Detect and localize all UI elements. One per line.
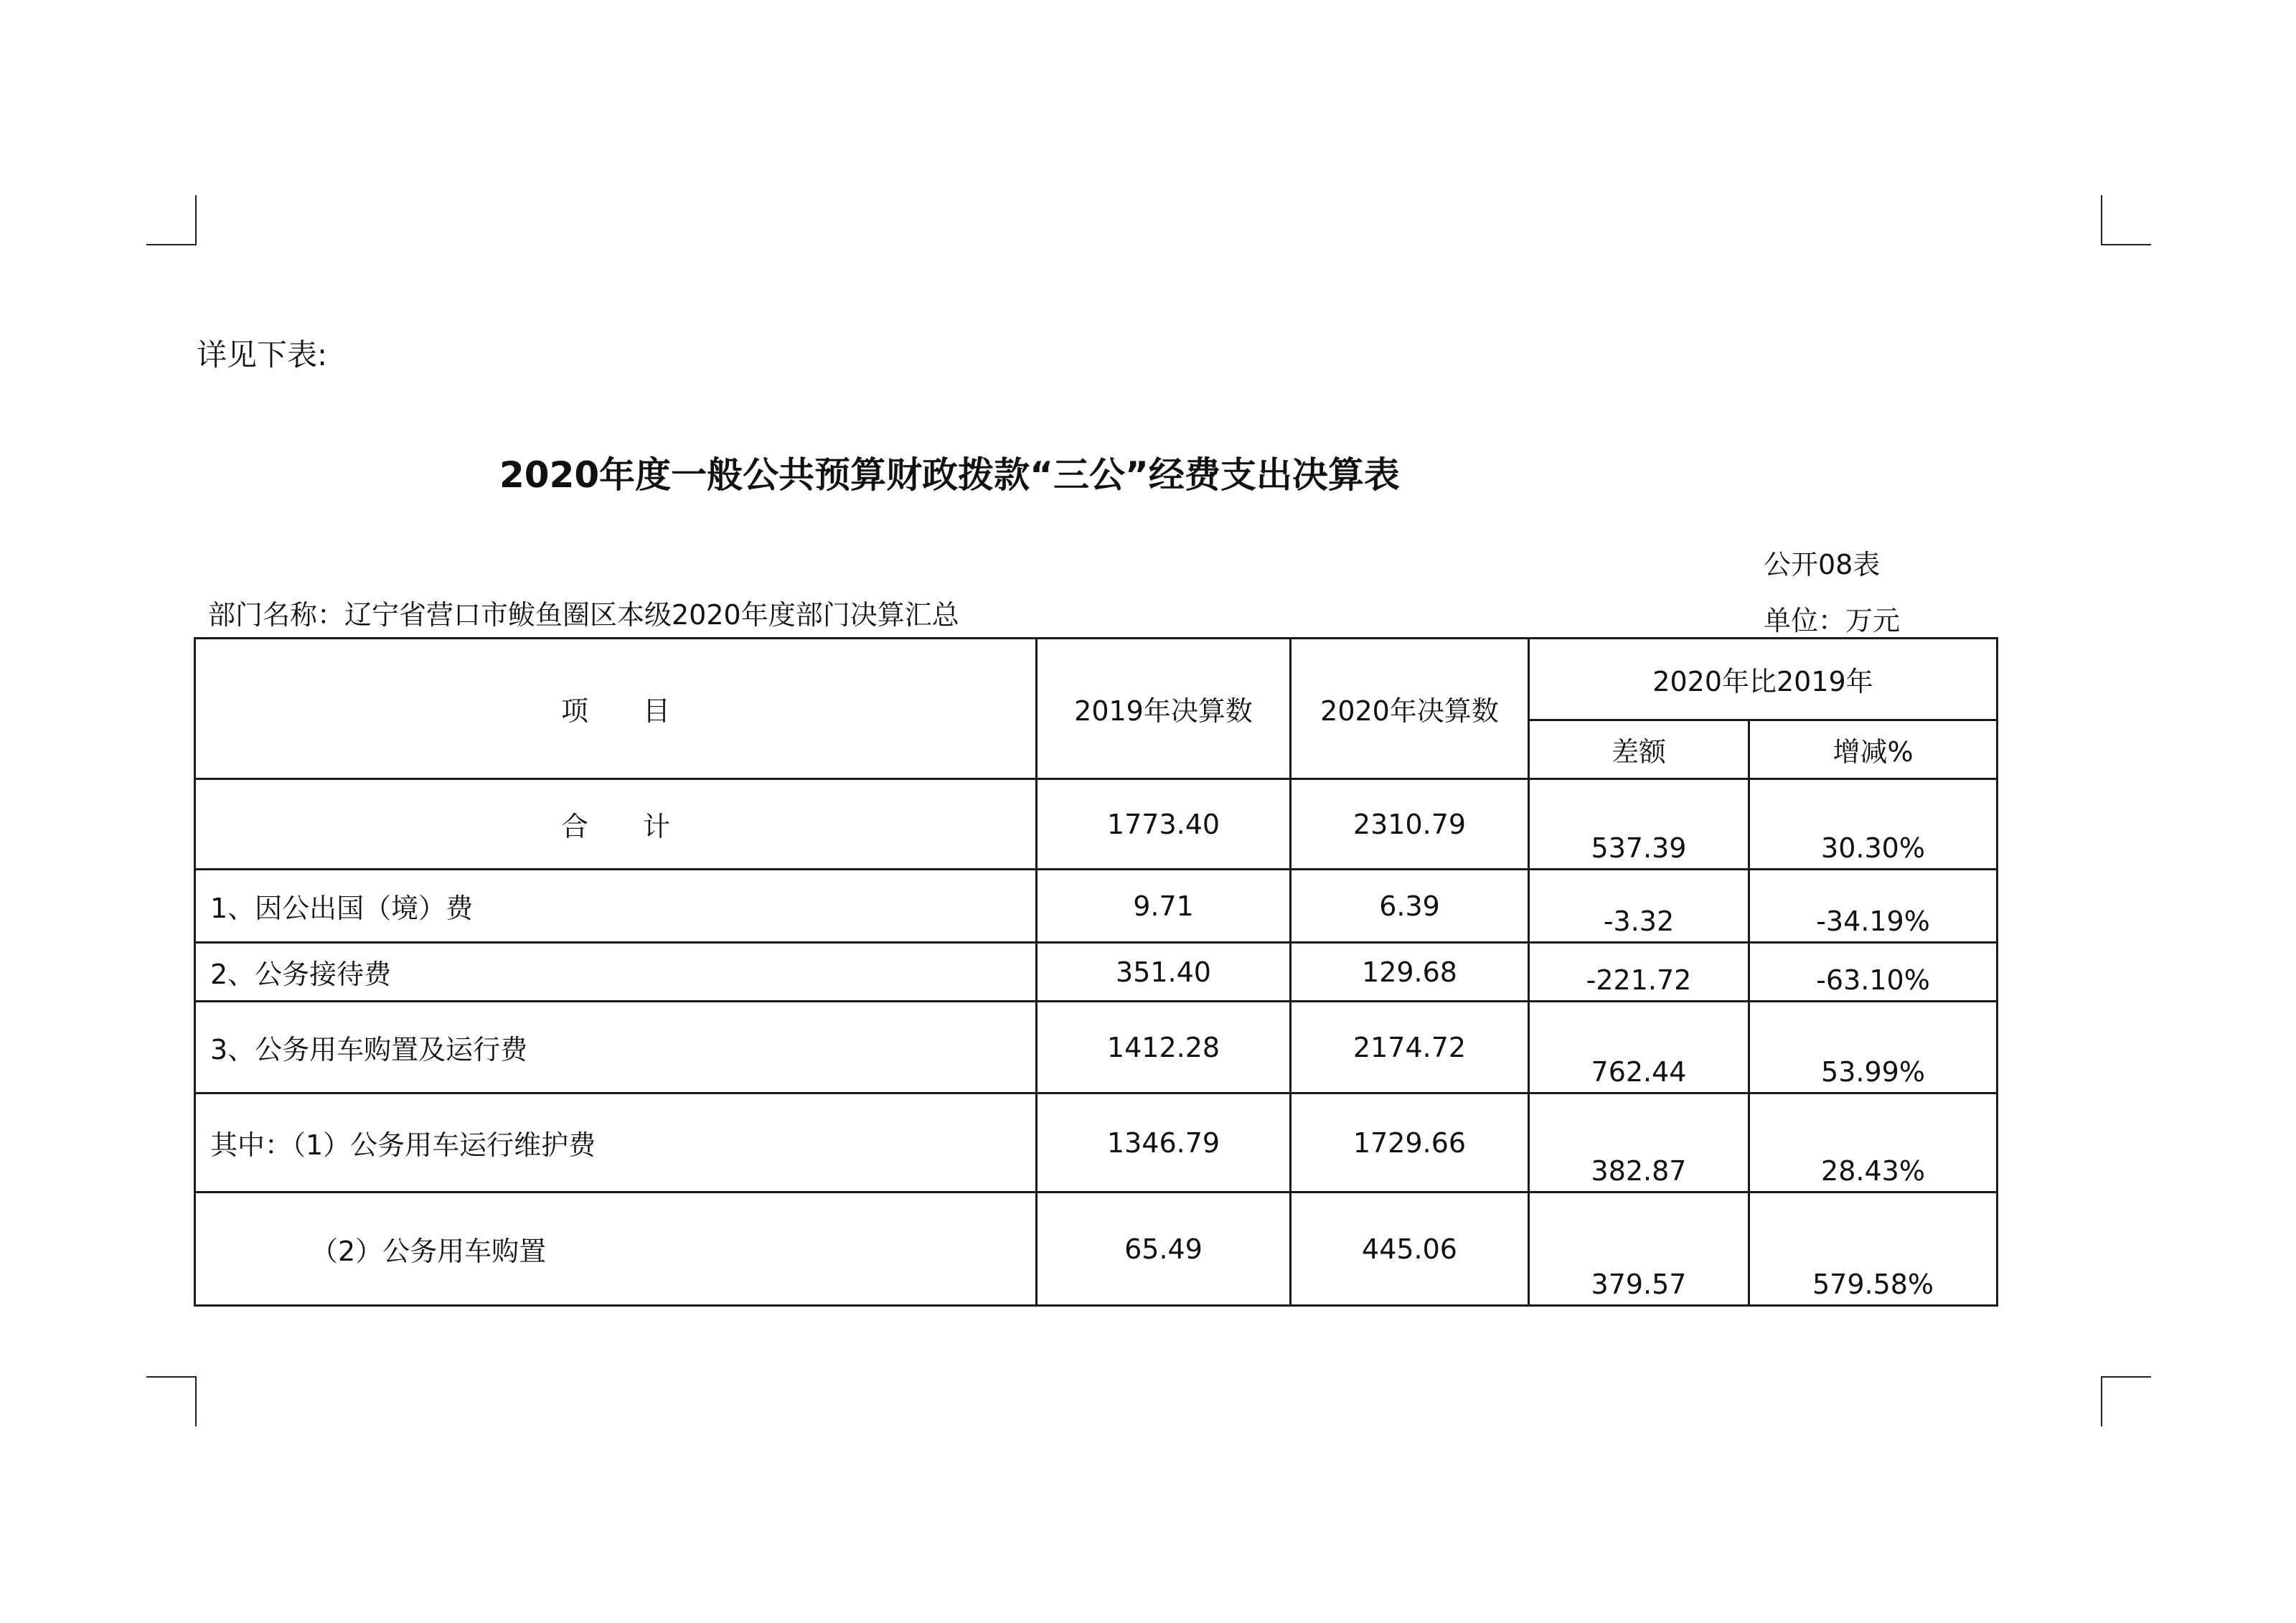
budget-table <box>194 637 1998 1307</box>
header-compare: 2020年比2019年 <box>1529 639 1998 720</box>
cell-2020: 6.39 <box>1291 870 1529 943</box>
row-label: 1、因公出国（境）费 <box>195 870 1037 943</box>
header-2019: 2019年决算数 <box>1037 639 1291 779</box>
cell-2020: 1729.66 <box>1291 1093 1529 1192</box>
cell-2019: 1773.40 <box>1037 779 1291 870</box>
row-label: 2、公务接待费 <box>195 943 1037 1002</box>
cell-diff: 537.39 <box>1529 779 1749 870</box>
cell-diff: -221.72 <box>1529 943 1749 1002</box>
row-label: 3、公务用车购置及运行费 <box>195 1002 1037 1093</box>
table-row <box>195 1093 1998 1192</box>
cell-pct: -63.10% <box>1749 943 1998 1002</box>
table-row <box>195 1002 1998 1093</box>
row-label: 合 计 <box>195 779 1037 870</box>
cell-pct: -34.19% <box>1749 870 1998 943</box>
cell-2020: 129.68 <box>1291 943 1529 1002</box>
cell-diff: 379.57 <box>1529 1192 1749 1306</box>
crop-mark-bottom-right <box>2101 1376 2151 1426</box>
unit-label: 单位：万元 <box>1764 605 1901 636</box>
header-diff: 差额 <box>1529 720 1749 779</box>
crop-mark-top-right <box>2101 195 2151 245</box>
cell-pct: 53.99% <box>1749 1002 1998 1093</box>
form-number: 公开08表 <box>1764 549 1881 580</box>
crop-mark-bottom-left <box>146 1376 197 1426</box>
header-item: 项 目 <box>195 639 1037 779</box>
cell-2019: 1412.28 <box>1037 1002 1291 1093</box>
row-label: 其中：（1）公务用车运行维护费 <box>195 1093 1037 1192</box>
header-2020: 2020年决算数 <box>1291 639 1529 779</box>
cell-diff: 382.87 <box>1529 1093 1749 1192</box>
cell-2019: 65.49 <box>1037 1192 1291 1306</box>
cell-2020: 445.06 <box>1291 1192 1529 1306</box>
cell-2019: 9.71 <box>1037 870 1291 943</box>
table-row <box>195 1192 1998 1306</box>
header-pct: 增减% <box>1749 720 1998 779</box>
table-row <box>195 779 1998 870</box>
cell-pct: 579.58% <box>1749 1192 1998 1306</box>
cell-2019: 351.40 <box>1037 943 1291 1002</box>
cell-diff: -3.32 <box>1529 870 1749 943</box>
intro-text: 详见下表: <box>197 337 328 372</box>
cell-2020: 2310.79 <box>1291 779 1529 870</box>
row-label: （2）公务用车购置 <box>195 1192 1037 1306</box>
cell-pct: 30.30% <box>1749 779 1998 870</box>
crop-mark-top-left <box>146 195 197 245</box>
cell-diff: 762.44 <box>1529 1002 1749 1093</box>
page-title: 2020年度一般公共预算财政拨款“三公”经费支出决算表 <box>499 454 1400 496</box>
table-row <box>195 943 1998 1002</box>
table-row <box>195 870 1998 943</box>
cell-2019: 1346.79 <box>1037 1093 1291 1192</box>
cell-2020: 2174.72 <box>1291 1002 1529 1093</box>
department-name: 部门名称：辽宁省营口市鲅鱼圈区本级2020年度部门决算汇总 <box>208 599 959 631</box>
cell-pct: 28.43% <box>1749 1093 1998 1192</box>
